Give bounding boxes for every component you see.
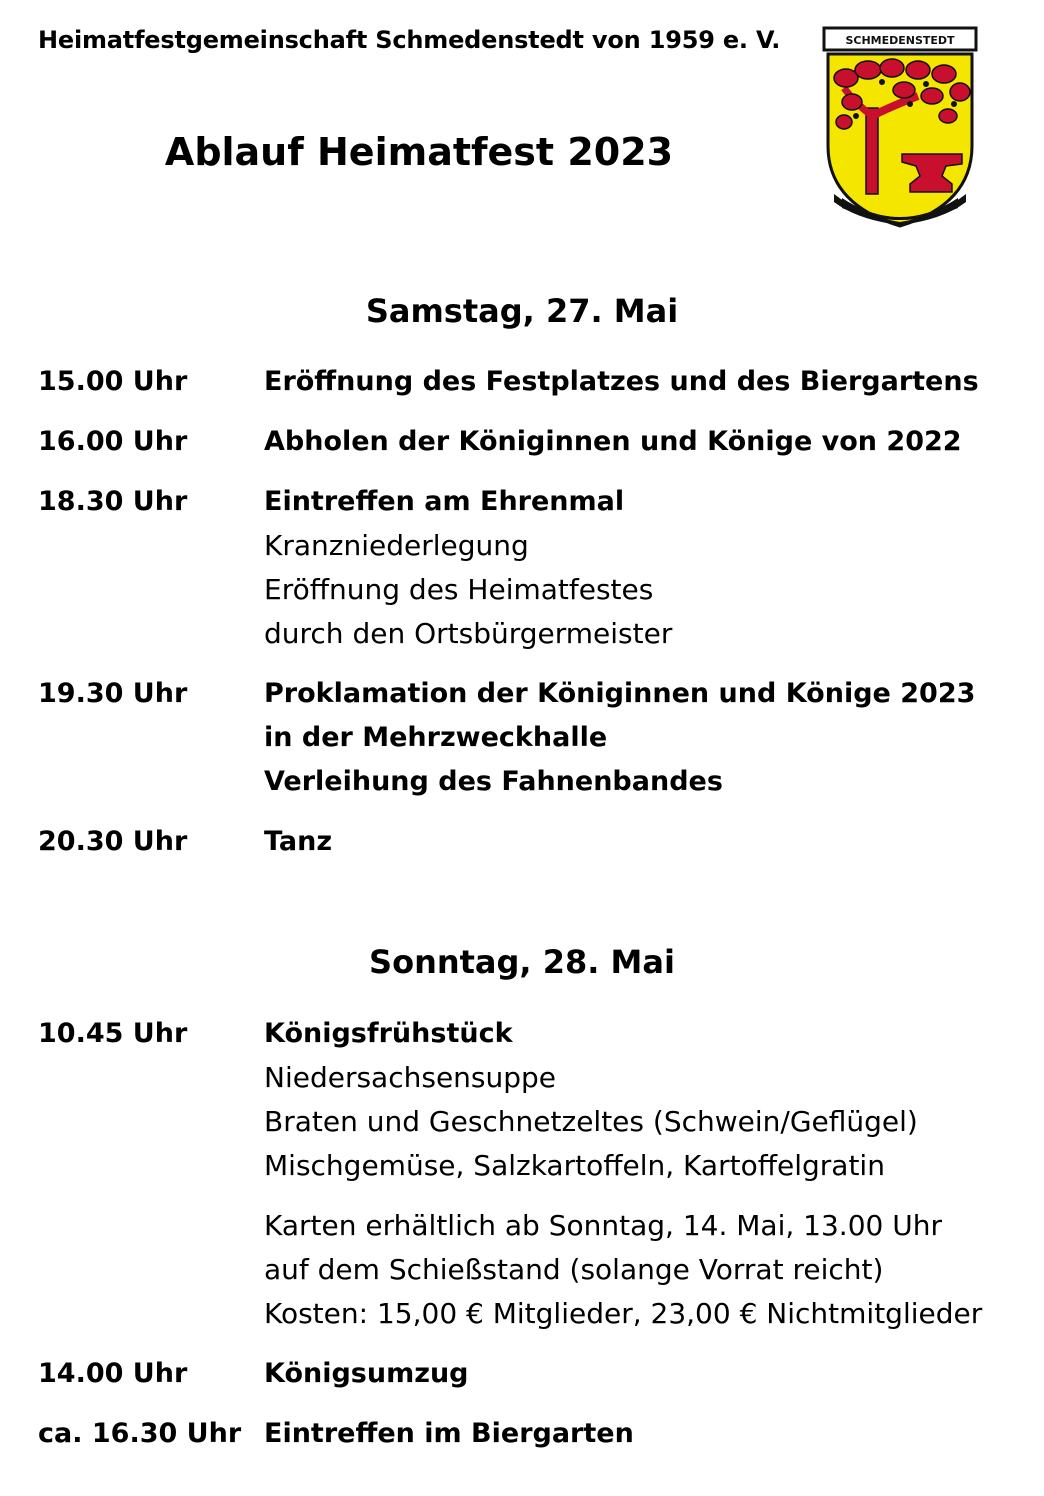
event-time: 19.30 Uhr — [38, 678, 188, 709]
event-title: Eintreffen im Biergarten — [264, 1418, 634, 1449]
event-title: Proklamation der Königinnen und Könige 2023 — [264, 678, 976, 709]
event-detail: Mischgemüse, Salzkartoffeln, Kartoffelgratin — [264, 1149, 885, 1182]
event-title: Tanz — [264, 826, 333, 857]
coat-of-arms-icon — [822, 26, 978, 228]
event-description — [264, 672, 975, 804]
ticket-info: Kosten: 15,00 € Mitglieder, 23,00 € Nichtmitglieder — [264, 1297, 983, 1330]
event-time: 14.00 Uhr — [38, 1358, 188, 1389]
event-detail: durch den Ortsbürgermeister — [264, 617, 673, 650]
event-description — [264, 820, 332, 864]
event-title: Königsumzug — [264, 1358, 469, 1389]
day-heading-saturday: Samstag, 27. Mai — [365, 292, 679, 330]
organization-name: Heimatfestgemeinschaft Schmedenstedt von 1959 e. V. — [38, 26, 781, 54]
event-detail: Kranzniederlegung — [264, 529, 529, 562]
event-description — [264, 420, 962, 464]
event-title: Eröffnung des Festplatzes und des Biergartens — [264, 366, 979, 397]
event-description — [264, 1012, 982, 1336]
event-time: 15.00 Uhr — [38, 366, 188, 397]
event-detail: in der Mehrzweckhalle — [264, 722, 608, 753]
ticket-info: auf dem Schießstand (solange Vorrat reicht) — [264, 1253, 884, 1286]
event-description — [264, 480, 672, 656]
event-time: ca. 16.30 Uhr — [38, 1418, 242, 1449]
event-time: 18.30 Uhr — [38, 486, 188, 517]
event-title: Eintreffen am Ehrenmal — [264, 486, 625, 517]
page-title: Ablauf Heimatfest 2023 — [164, 130, 674, 174]
event-time: 20.30 Uhr — [38, 826, 188, 857]
ticket-info: Karten erhältlich ab Sonntag, 14. Mai, 13.00 Uhr — [264, 1209, 942, 1242]
event-detail: Verleihung des Fahnenbandes — [264, 766, 723, 797]
crest-banner-text: SCHMEDENSTEDT — [845, 34, 955, 47]
event-description — [264, 1352, 469, 1396]
event-detail: Eröffnung des Heimatfestes — [264, 573, 654, 606]
event-time: 16.00 Uhr — [38, 426, 188, 457]
event-title: Abholen der Königinnen und Könige von 2022 — [264, 426, 962, 457]
day-heading-sunday: Sonntag, 28. Mai — [369, 943, 675, 981]
event-title: Königsfrühstück — [264, 1018, 513, 1049]
event-description — [264, 1412, 634, 1456]
event-time: 10.45 Uhr — [38, 1018, 188, 1049]
event-detail: Braten und Geschnetzeltes (Schwein/Geflügel) — [264, 1105, 918, 1138]
event-description — [264, 360, 979, 404]
event-detail: Niedersachsensuppe — [264, 1061, 557, 1094]
